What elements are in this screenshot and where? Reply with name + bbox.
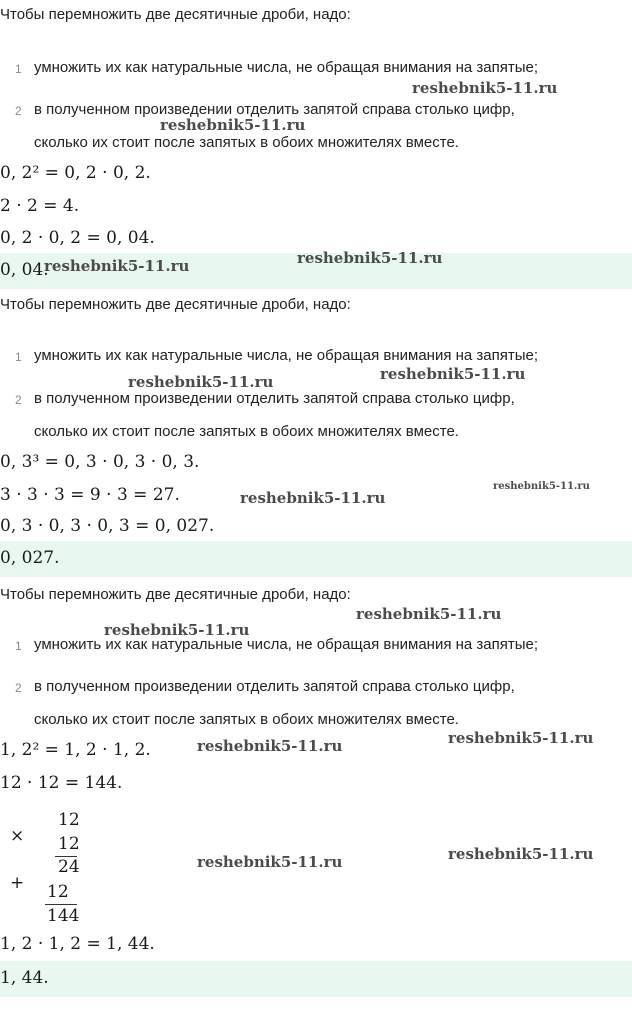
answer-text: 1, 44.	[0, 968, 49, 988]
times-sign: ×	[10, 826, 25, 846]
watermark: reshebnik5-11.ru	[448, 845, 594, 863]
rule-title-2: Чтобы перемножить две десятичные дроби, надо:	[0, 296, 351, 313]
rule-step-2: в полученном произведении отделить запятой справа столько цифр,	[34, 390, 515, 407]
watermark: reshebnik5-11.ru	[240, 489, 386, 507]
rule-step-1: умножить их как натуральные числа, не обращая внимания на запятые;	[34, 59, 539, 76]
answer-text: 0, 04.	[0, 260, 49, 280]
rule-step-2-cont: сколько их стоит после запятых в обоих множителях вместе.	[34, 134, 459, 151]
rule-step-1: умножить их как натуральные числа, не обращая внимания на запятые;	[34, 636, 539, 653]
rule-title-3: Чтобы перемножить две десятичные дроби, надо:	[0, 586, 351, 603]
rule-step-2-cont: сколько их стоит после запятых в обоих множителях вместе.	[34, 711, 459, 728]
calc-line: 1, 2 · 1, 2 = 1, 44.	[0, 934, 155, 954]
watermark: reshebnik5-11.ru	[197, 853, 343, 871]
watermark: reshebnik5-11.ru	[128, 373, 274, 391]
watermark: reshebnik5-11.ru	[380, 365, 526, 383]
step-number-1: 1	[15, 350, 22, 364]
watermark: reshebnik5-11.ru	[448, 729, 594, 747]
calc-line: 0, 3³ = 0, 3 · 0, 3 · 0, 3.	[0, 452, 200, 472]
column-factor-1: 12	[58, 810, 80, 830]
step-number-2: 2	[15, 681, 22, 695]
calc-line: 0, 2 · 0, 2 = 0, 04.	[0, 228, 155, 248]
watermark: reshebnik5-11.ru	[197, 737, 343, 755]
rule-step-2-cont: сколько их стоит после запятых в обоих множителях вместе.	[34, 423, 459, 440]
column-factor-2: 12	[58, 834, 80, 854]
step-number-1: 1	[15, 62, 22, 76]
calc-line: 1, 2² = 1, 2 · 1, 2.	[0, 740, 151, 760]
calc-line: 0, 3 · 0, 3 · 0, 3 = 0, 027.	[0, 516, 215, 536]
rule-title-1: Чтобы перемножить две десятичные дроби, надо:	[0, 6, 351, 23]
step-number-2: 2	[15, 104, 22, 118]
answer-box	[0, 541, 632, 577]
rule-step-1: умножить их как натуральные числа, не обращая внимания на запятые;	[34, 347, 539, 364]
calc-line: 12 · 12 = 144.	[0, 773, 123, 793]
column-result: 144	[47, 906, 80, 926]
answer-box	[0, 961, 632, 997]
plus-sign: +	[10, 873, 25, 893]
step-number-1: 1	[15, 639, 22, 653]
answer-text: 0, 027.	[0, 548, 60, 568]
rule-step-2: в полученном произведении отделить запятой справа столько цифр,	[34, 101, 515, 118]
watermark: reshebnik5-11.ru	[356, 605, 502, 623]
step-number-2: 2	[15, 393, 22, 407]
calc-line: 2 · 2 = 4.	[0, 196, 80, 216]
column-partial-1: 24	[58, 857, 80, 877]
watermark: reshebnik5-11.ru	[44, 257, 190, 275]
watermark: reshebnik5-11.ru	[297, 249, 443, 267]
column-partial-2: 12	[47, 882, 69, 902]
watermark: reshebnik5-11.ru	[412, 79, 558, 97]
watermark: reshebnik5-11.ru	[493, 481, 590, 492]
watermark: reshebnik5-11.ru	[160, 116, 306, 134]
calc-line: 3 · 3 · 3 = 9 · 3 = 27.	[0, 485, 180, 505]
watermark: reshebnik5-11.ru	[104, 621, 250, 639]
column-divider	[45, 904, 77, 905]
rule-step-2: в полученном произведении отделить запятой справа столько цифр,	[34, 678, 515, 695]
calc-line: 0, 2² = 0, 2 · 0, 2.	[0, 163, 151, 183]
